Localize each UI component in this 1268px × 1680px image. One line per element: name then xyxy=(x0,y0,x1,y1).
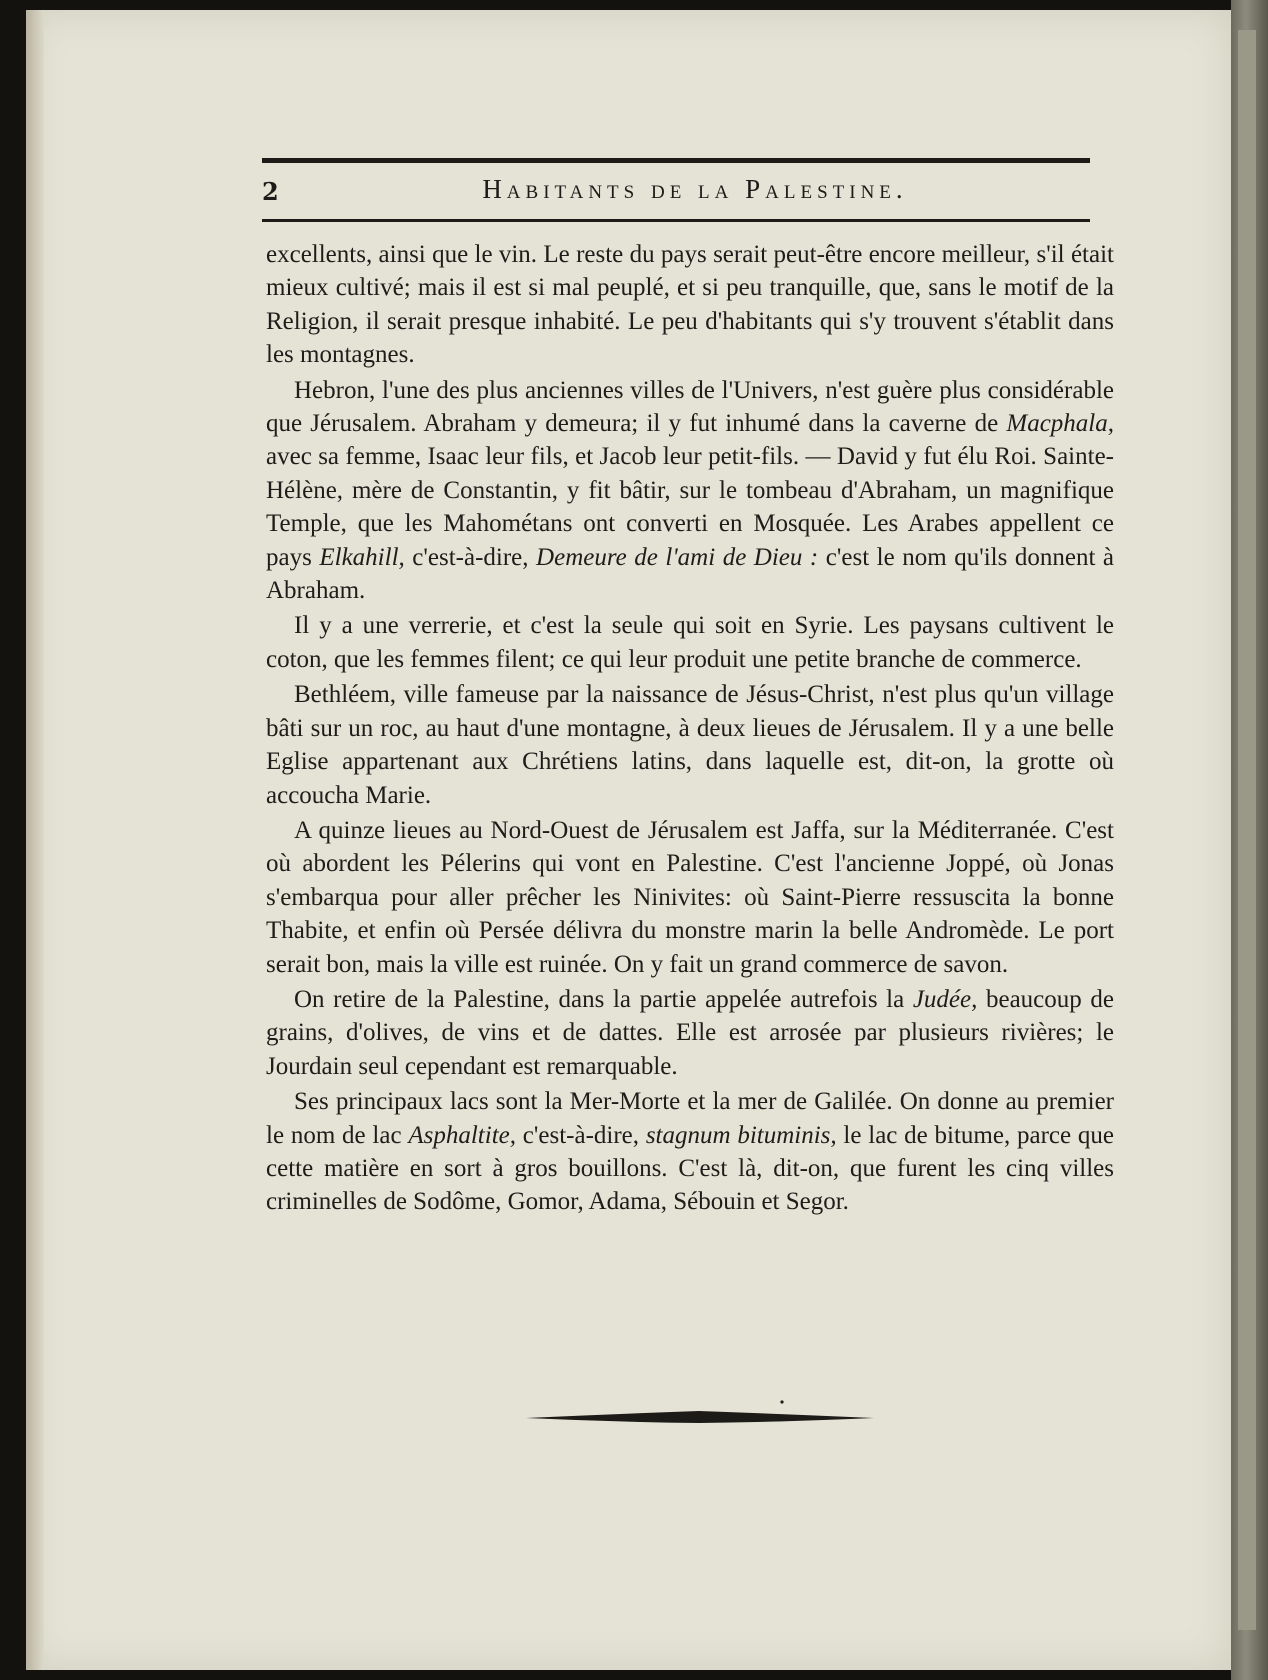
p2-text-d: c'est le nom qu'ils donnent à Abraham. xyxy=(266,543,1115,605)
p2-italic-macphala: Macphala, xyxy=(1006,410,1114,438)
header-rule-top xyxy=(262,158,1090,163)
paragraph-2 xyxy=(266,374,1114,608)
p2-italic-demeure: Demeure de l'ami de Dieu : xyxy=(536,543,819,571)
p7-italic-asphaltite: Asphaltite, xyxy=(408,1121,516,1149)
page-number: 2 xyxy=(262,177,279,206)
paragraph-1: excellents, ainsi que le vin. Le reste du pays serait peut-être encore meilleur, s'il était mieux cultivé; mais il est si mal peuplé, et si peu tranquille, que, sans le motif de la Religion, il serait presque inhabité. Le peu d'habitants qui s'y trouvent s'établit dans les montagnes. xyxy=(266,241,1114,369)
tailpiece-ornament xyxy=(524,1398,884,1438)
page-gutter-shadow xyxy=(26,10,44,1670)
header-rule-bottom xyxy=(262,219,1090,222)
paragraph-4: Bethléem, ville fameuse par la naissance de Jésus-Christ, n'est plus qu'un village bâti sur un roc, au haut d'une montagne, à deux lieues de Jérusalem. Il y a une belle Eglise appartenant aux Chrétiens latins, dans laquelle est, dit-on, la grotte où accoucha Marie. xyxy=(266,681,1114,809)
p2-italic-elkahill: Elkahill, xyxy=(319,543,405,571)
paragraph-3: Il y a une verrerie, et c'est la seule qui soit en Syrie. Les paysans cultivent le coton, que les femmes filent; ce qui leur produit une petite branche de commerce. xyxy=(266,612,1114,673)
running-title: Habitants de la Palestine. xyxy=(482,174,908,204)
p6-text-b: beaucoup de grains, d'olives, de vins et de dattes. Elle est arrosée par plusieurs rivières; le Jourdain seul cependant est remarquable. xyxy=(266,985,1114,1080)
p7-text-a: Ses principaux lacs sont la Mer-Morte et la mer de Galilée. On donne au premier le nom de lac xyxy=(266,1088,1114,1149)
paragraph-6 xyxy=(266,983,1114,1083)
p7-text-c: le lac de bitume, parce que cette matière en sort à gros bouillons. C'est là, dit-on, que furent les cinq villes criminelles de Sodôme, Gomor, Adama, Sébouin et Segor. xyxy=(266,1121,1114,1216)
p6-italic-judee: Judée, xyxy=(912,985,978,1013)
paragraph-7 xyxy=(266,1085,1114,1219)
body-text xyxy=(266,238,1114,1219)
p2-text-c: c'est-à-dire, xyxy=(404,543,537,571)
p2-text-b: avec sa femme, Isaac leur fils, et Jacob leur petit-fils. — David y fut élu Roi. Sainte-Hélène, mère de Constantin, y fit bâtir, sur le tombeau d'Abraham, un magnifique Temple, que les Mahométans ont converti en Mosquée. Les Arabes appellent ce pays xyxy=(266,443,1114,571)
p6-text-a: On retire de la Palestine, dans la partie appelée autrefois la xyxy=(294,985,913,1013)
p7-italic-stagnum: stagnum bituminis, xyxy=(645,1121,837,1149)
paragraph-5: A quinze lieues au Nord-Ouest de Jérusalem est Jaffa, sur la Méditerranée. C'est où abordent les Pélerins qui vont en Palestine. C'est l'ancienne Joppé, où Jonas s'embarqua pour aller prêcher les Ninivites: où Saint-Pierre ressuscita la bonne Thabite, et enfin où Persée délivra du monstre marin la belle Andromède. Le port serait bon, mais la ville est ruinée. On y fait un grand commerce de savon. xyxy=(266,816,1114,978)
p2-text-a: Hebron, l'une des plus anciennes villes de l'Univers, n'est guère plus considérable que Jérusalem. Abraham y demeura; il y fut inhumé dans la caverne de xyxy=(266,376,1114,438)
next-page-edge xyxy=(1238,30,1256,1630)
p7-text-b: c'est-à-dire, xyxy=(516,1121,646,1149)
